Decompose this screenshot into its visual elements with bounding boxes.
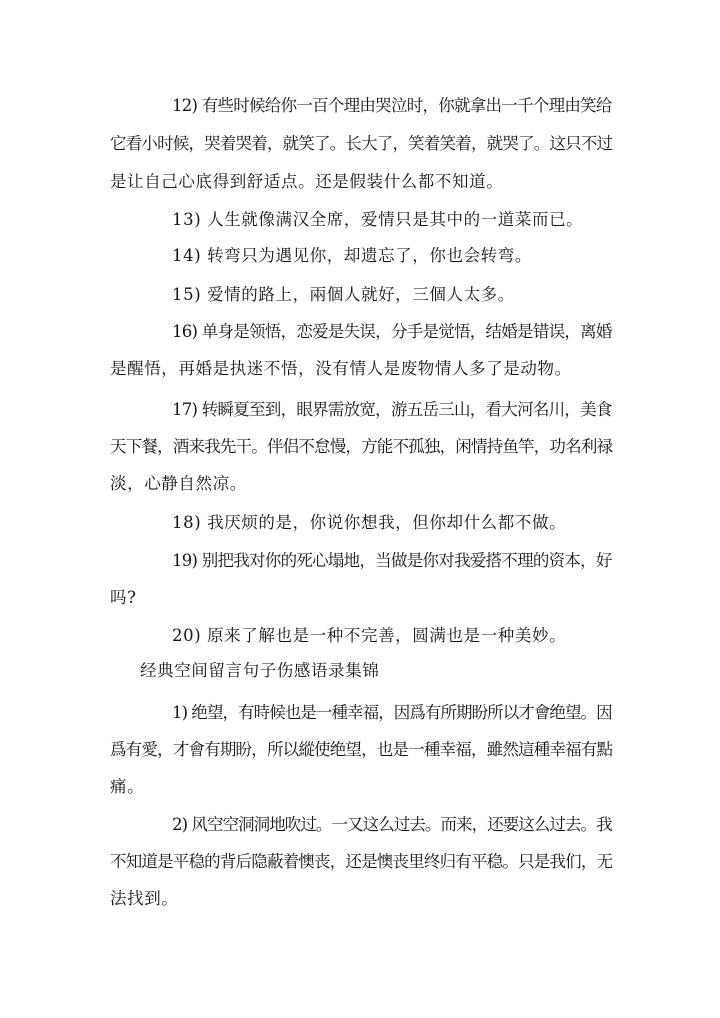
item-16-line-1: 16) 单身是领悟，恋爱是失误，分手是觉悟，结婚是错误，离婚 (172, 322, 612, 341)
item-20-line-1: 20) 原来了解也是一种不完善，圆满也是一种美妙。 (172, 626, 567, 645)
item-12-line-3: 是让自己心底得到舒适点。还是假装什么都不知道。 (110, 172, 504, 191)
item-17-line-3: 淡，心静自然凉。 (110, 474, 247, 493)
item-19-line-1: 19) 别把我对你的死心塌地，当做是你对我爱搭不理的资本，好 (172, 551, 612, 570)
section-title: 经典空间留言句子伤感语录集锦 (140, 661, 380, 680)
section-item-2-line-2: 不知道是平稳的背后隐蔽着懊丧，还是懊丧里终归有平稳。只是我们，无 (110, 852, 613, 871)
item-12-line-1: 12) 有些时候给你一百个理由哭泣时，你就拿出一千个理由笑给 (172, 96, 612, 115)
section-item-2-line-1: 2) 风空空洞洞地吹过。一又这么过去。而来，还要这么过去。我 (172, 815, 612, 834)
section-item-2-line-3: 法找到。 (110, 889, 179, 908)
item-13-line-1: 13) 人生就像满汉全席，爱情只是其中的一道菜而已。 (172, 210, 584, 229)
section-item-1-line-1: 1) 绝望，有時候也是一種幸福，因爲有所期盼所以才會绝望。因 (172, 703, 612, 722)
item-17-line-1: 17) 转瞬夏至到，眼界需放宽，游五岳三山，看大河名川，美食 (172, 400, 612, 419)
item-12-line-2: 它看小时候，哭着哭着，就笑了。长大了，笑着笑着，就哭了。这只不过 (110, 134, 613, 153)
item-16-line-2: 是醒悟，再婚是执迷不悟，没有情人是废物情人多了是动物。 (110, 359, 572, 378)
item-19-line-2: 吗? (110, 588, 137, 607)
item-15-line-1: 15) 爱情的路上，兩個人就好，三個人太多。 (172, 285, 515, 304)
item-14-line-1: 14) 转弯只为遇见你，却遗忘了，你也会转弯。 (172, 246, 532, 265)
section-item-1-line-3: 痛。 (110, 777, 145, 796)
section-item-1-line-2: 爲有愛，才會有期盼，所以縱使绝望，也是一種幸福，雖然這種幸福有點 (110, 740, 613, 759)
item-17-line-2: 天下餐，酒来我先干。伴侣不怠慢，方能不孤独，闲情持鱼竿，功名利禄 (110, 437, 613, 456)
item-18-line-1: 18) 我厌烦的是，你说你想我，但你却什么都不做。 (172, 513, 567, 532)
